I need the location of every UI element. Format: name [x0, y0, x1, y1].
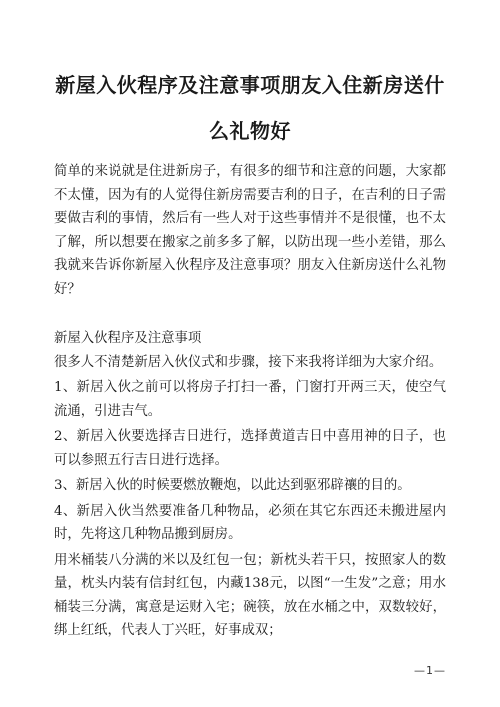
section-intro: 很多人不清楚新居入伙仪式和步骤，接下来我将详细为大家介绍。: [54, 354, 443, 370]
paragraph-gap: [54, 301, 446, 327]
list-item: 用米桶装八分满的米以及红包一包；新枕头若干只，按照家人的数量，枕头内装有信封红包，内藏138元，以图“一生发”之意；用水桶装三分满，寓意是运财入宅；碗筷，放在水桶之中，双数较好，绑上红纸，代表人丁兴旺，好事成双；: [54, 552, 446, 638]
list-item: 1、新居入伙之前可以将房子打扫一番，门窗打开两三天，使空气流通，引进吉气。: [54, 380, 446, 419]
list-item: 4、新居入伙当然要准备几种物品，必须在其它东西还未搬进屋内时，先将这几种物品搬到厨房。: [54, 503, 446, 542]
list-item: 3、新居入伙的时候要燃放鞭炮，以此达到驱邪辟禳的目的。: [54, 478, 411, 493]
section-heading: 新屋入伙程序及注意事项: [54, 331, 202, 346]
page-number: —1—: [414, 664, 446, 677]
list-item: 2、新居入伙要选择吉日进行，选择黄道吉日中喜用神的日子，也可以参照五行吉日进行选择。: [54, 429, 446, 468]
document-title: 新屋入伙程序及注意事项朋友入住新房送什么礼物好: [55, 73, 445, 143]
intro-paragraph: 简单的来说就是住进新房子，有很多的细节和注意的问题，大家都不太懂，因为有的人觉得住新房需要吉利的日子，在吉利的日子需要做吉利的事情，然后有一些人对于这些事情并不是很懂，也不太了解，所以想要在搬家之前多多了解，以防出现一些小差错，那么我就来告诉你新屋入伙程序及注意事项？朋友入住新房送什么礼物好？: [54, 164, 446, 297]
